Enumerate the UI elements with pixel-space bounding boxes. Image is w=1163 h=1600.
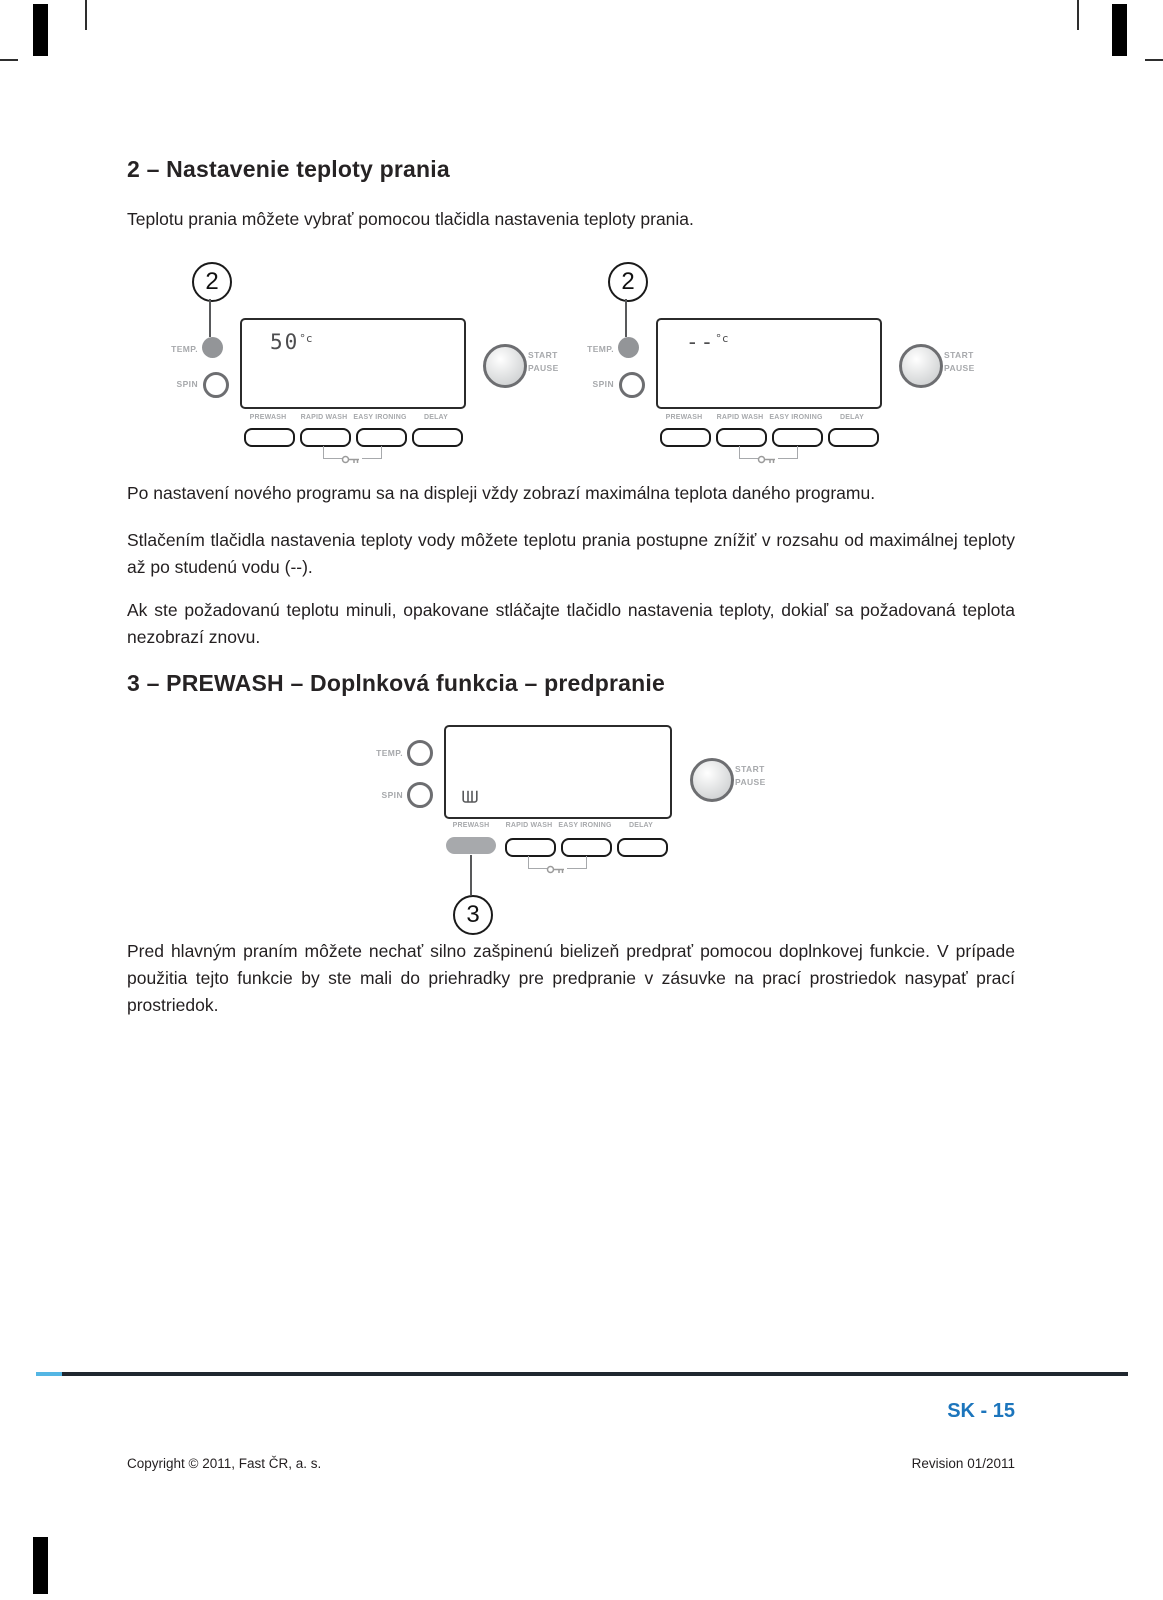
prewash-indicator-icon — [462, 790, 478, 808]
easy-ironing-button — [772, 428, 823, 447]
display — [656, 318, 882, 409]
easy-ironing-button-label: EASY IRONING — [769, 414, 823, 421]
crop-line-top-right-horizontal — [1145, 59, 1163, 61]
page-number: SK - 15 — [947, 1400, 1015, 1422]
display-unit: °c — [715, 332, 729, 345]
child-lock-key-icon — [341, 452, 361, 470]
spin-button — [203, 372, 229, 398]
key-bracket-left — [739, 446, 759, 459]
easy-ironing-button-label: EASY IRONING — [558, 822, 612, 829]
callout-number: 2 — [608, 262, 648, 302]
section-2-para-missed: Ak ste požadovanú teplotu minuli, opakovane stláčajte tlačidlo nastavenia teploty, dokiaľ sa požadovaná teplota nezobrazí znovu. — [127, 600, 1015, 648]
spin-label: SPIN — [381, 790, 403, 800]
callout-line — [209, 299, 211, 337]
temp-button — [202, 337, 223, 358]
section-2-para-max-temp: Po nastavení nového programu sa na displeji vždy zobrazí maximálna teplota daného programu. — [127, 483, 876, 503]
start-pause-knob — [483, 344, 527, 388]
rapid-wash-button-label: RAPID WASH — [300, 414, 348, 421]
spin-label: SPIN — [176, 379, 198, 389]
control-panel-diagram-prewash — [375, 718, 775, 938]
prewash-button-active — [446, 837, 496, 854]
section-3-heading: 3 – PREWASH – Doplnková funkcia – predpranie — [127, 670, 665, 696]
temp-label: TEMP. — [171, 344, 198, 354]
section-2-para-decrease: Stlačením tlačidla nastavenia teploty vody môžete teplotu prania postupne znížiť v rozsahu od maximálnej teploty až po studenú vodu (--). — [127, 530, 1015, 578]
rapid-wash-button-label: RAPID WASH — [505, 822, 553, 829]
child-lock-key-icon — [546, 862, 566, 880]
delay-button-label: DELAY — [839, 414, 865, 421]
section-2-intro: Teplotu prania môžete vybrať pomocou tlačidla nastavenia teploty prania. — [127, 209, 694, 229]
revision-label: Revision — [911, 1456, 964, 1471]
copyright-text: Copyright © 2011, Fast ČR, a. s. — [127, 1456, 322, 1471]
pause-label: PAUSE — [944, 362, 975, 373]
display — [240, 318, 466, 409]
pause-label: PAUSE — [735, 776, 766, 787]
control-panel-diagram-temp-50 — [170, 256, 570, 471]
prewash-button-label: PREWASH — [249, 414, 287, 421]
section-2-heading: 2 – Nastavenie teploty prania — [127, 156, 450, 182]
revision-value: 01/2011 — [967, 1456, 1015, 1471]
prewash-button — [244, 428, 295, 447]
temp-button — [618, 337, 639, 358]
key-bracket-left — [323, 446, 343, 459]
start-pause-knob — [899, 344, 943, 388]
rapid-wash-button — [300, 428, 351, 447]
revision-text — [715, 1456, 1015, 1471]
delay-button — [412, 428, 463, 447]
key-bracket-right — [362, 446, 382, 459]
key-bracket-left — [528, 856, 548, 869]
temp-label: TEMP. — [376, 748, 403, 758]
key-bracket-right — [778, 446, 798, 459]
delay-button-label: DELAY — [423, 414, 449, 421]
start-pause-knob — [690, 758, 734, 802]
control-panel-diagram-temp-cold — [586, 256, 986, 471]
pause-label: PAUSE — [528, 362, 559, 373]
spin-button — [407, 782, 433, 808]
crop-mark-top-right — [1112, 4, 1127, 56]
delay-button — [617, 838, 668, 857]
prewash-button-label: PREWASH — [665, 414, 703, 421]
rapid-wash-button — [716, 428, 767, 447]
key-bracket-right — [567, 856, 587, 869]
callout-number: 3 — [453, 895, 493, 935]
callout-number: 2 — [192, 262, 232, 302]
prewash-button — [660, 428, 711, 447]
delay-button — [828, 428, 879, 447]
display-temperature: 50 — [270, 330, 300, 354]
callout-line — [470, 855, 472, 895]
crop-line-top-right-vertical — [1077, 0, 1079, 30]
spin-button — [619, 372, 645, 398]
easy-ironing-button — [561, 838, 612, 857]
start-label: START — [735, 764, 765, 774]
start-label: START — [944, 350, 974, 360]
crop-line-top-left-horizontal — [0, 59, 18, 61]
crop-line-top-left-vertical — [85, 0, 87, 30]
display-unit: °c — [299, 332, 313, 345]
rapid-wash-button-label: RAPID WASH — [716, 414, 764, 421]
temp-label: TEMP. — [587, 344, 614, 354]
child-lock-key-icon — [757, 452, 777, 470]
crop-mark-bottom-left — [33, 1537, 48, 1594]
start-label: START — [528, 350, 558, 360]
display — [444, 725, 672, 819]
footer-divider — [36, 1372, 1128, 1376]
crop-mark-top-left — [33, 4, 48, 56]
section-3-para-prewash: Pred hlavným praním môžete nechať silno zašpinenú bielizeň predprať pomocou doplnkovej funkcie. V prípade použitia tejto funkcie by ste mali do priehradky pre predpranie v zásuvke na prací prostriedok nasypať prací prostriedok. — [127, 941, 1015, 1016]
temp-button — [407, 740, 433, 766]
callout-line — [625, 299, 627, 337]
delay-button-label: DELAY — [628, 822, 654, 829]
spin-label: SPIN — [592, 379, 614, 389]
easy-ironing-button — [356, 428, 407, 447]
display-temperature: -- — [686, 330, 716, 354]
prewash-button-label: PREWASH — [452, 822, 490, 829]
easy-ironing-button-label: EASY IRONING — [353, 414, 407, 421]
rapid-wash-button — [505, 838, 556, 857]
